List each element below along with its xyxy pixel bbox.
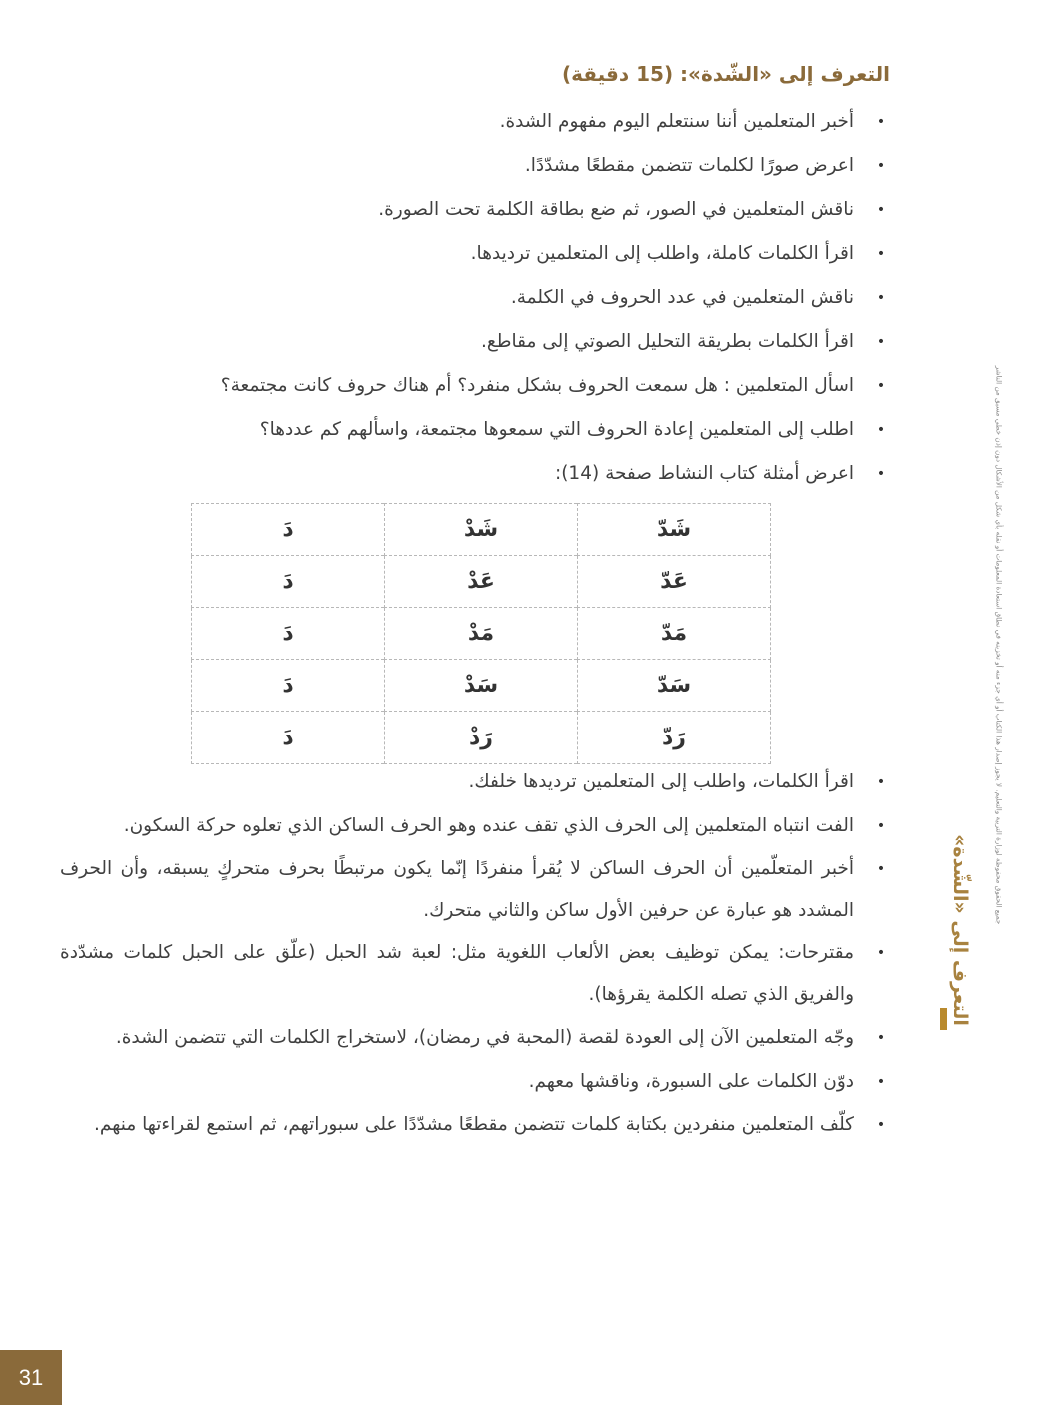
- table-row: [192, 608, 771, 660]
- copyright-text: جميع الحقوق محفوظة لوزارة التربية والتعليم. لا يجوز إصدار هذا الكتاب أو أي جزء منه أو تخزينه في نطاق استعادة المعلومات أو نقله بأي شكل من الأشكال دون إذن خطي مسبق من الناشر: [994, 365, 1004, 925]
- bullet-icon: •: [876, 1117, 886, 1133]
- bullet-icon: •: [876, 818, 886, 834]
- list-item: • وجّه المتعلمين الآن إلى العودة لقصة (المحبة في رمضان)، لاستخراج الكلمات التي تتضمن الشدة.: [60, 1016, 887, 1060]
- bullet-icon: •: [876, 378, 886, 394]
- list-item: • أخبر المتعلمين أننا سنتعلم اليوم مفهوم الشدة.: [60, 100, 887, 144]
- table-cell: سَدّ: [578, 660, 771, 712]
- bullet-icon: •: [876, 1030, 886, 1046]
- side-tab-marker: [940, 1008, 947, 1030]
- bullet-icon: •: [876, 1074, 886, 1090]
- list-item: • اطلب إلى المتعلمين إعادة الحروف التي سمعوها مجتمعة، واسألهم كم عددها؟: [60, 408, 887, 452]
- word-table: [191, 503, 771, 764]
- bullet-icon: •: [876, 246, 886, 262]
- bullet-icon: •: [876, 861, 886, 877]
- bullet-icon: •: [876, 290, 886, 306]
- list-item: • ناقش المتعلمين في الصور، ثم ضع بطاقة الكلمة تحت الصورة.: [60, 188, 887, 232]
- table-cell: مَدْ: [385, 608, 578, 660]
- table-row: [192, 712, 771, 764]
- list-item: • اعرض صورًا لكلمات تتضمن مقطعًا مشدّدًا.: [60, 144, 887, 188]
- table-cell: رَدْ: [385, 712, 578, 764]
- steps-list-before-table: [60, 100, 887, 496]
- side-section-tab: [940, 834, 980, 1030]
- bullet-icon: •: [876, 158, 886, 174]
- bullet-icon: •: [876, 422, 886, 438]
- table-cell: رَدّ: [578, 712, 771, 764]
- table-row: [192, 504, 771, 556]
- bullet-icon: •: [876, 945, 886, 961]
- bullet-icon: •: [876, 114, 886, 130]
- bullet-icon: •: [876, 774, 886, 790]
- table-cell: دَ: [192, 504, 385, 556]
- list-item: • اقرأ الكلمات كاملة، واطلب إلى المتعلمين ترديدها.: [60, 232, 887, 276]
- list-item: • مقترحات: يمكن توظيف بعض الألعاب اللغوية مثل: لعبة شد الحبل (علّق على الحبل كلمات مشدّدة والفريق الذي تصله الكلمة يقرؤها).: [60, 932, 887, 1016]
- page-number: 31: [0, 1350, 62, 1405]
- list-item: • أخبر المتعلّمين أن الحرف الساكن لا يُقرأ منفردًا إنّما يكون مرتبطًا بحرف متحركٍ يسبقه، وأن الحرف المشدد هو عبارة عن حرفين الأول ساكن والثاني متحرك.: [60, 848, 887, 932]
- side-copyright-notice: [988, 170, 1010, 1120]
- list-item: • اقرأ الكلمات بطريقة التحليل الصوتي إلى مقاطع.: [60, 320, 887, 364]
- list-item: • كلّف المتعلمين منفردين بكتابة كلمات تتضمن مقطعًا مشدّدًا على سبوراتهم، ثم استمع لقراءتها منهم.: [60, 1104, 887, 1146]
- table-cell: دَ: [192, 660, 385, 712]
- steps-list-after-table: [60, 760, 887, 1146]
- table-cell: دَ: [192, 712, 385, 764]
- list-item: • دوّن الكلمات على السبورة، وناقشها معهم.: [60, 1060, 887, 1104]
- list-item: • اسأل المتعلمين : هل سمعت الحروف بشكل منفرد؟ أم هناك حروف كانت مجتمعة؟: [60, 364, 887, 408]
- table-row: [192, 556, 771, 608]
- bullet-icon: •: [876, 202, 886, 218]
- table-cell: شَدْ: [385, 504, 578, 556]
- table-cell: سَدْ: [385, 660, 578, 712]
- table-cell: شَدّ: [578, 504, 771, 556]
- table-row: [192, 660, 771, 712]
- list-item: • اعرض أمثلة كتاب النشاط صفحة (14):: [60, 452, 887, 496]
- side-tab-label: التعرف إلى «الشّدة»: [949, 834, 971, 1026]
- list-item: • اقرأ الكلمات، واطلب إلى المتعلمين ترديدها خلفك.: [60, 760, 887, 804]
- bullet-icon: •: [876, 334, 886, 350]
- bullet-icon: •: [876, 466, 886, 482]
- table-cell: دَ: [192, 608, 385, 660]
- table-cell: عَدْ: [385, 556, 578, 608]
- table-cell: دَ: [192, 556, 385, 608]
- table-cell: مَدّ: [578, 608, 771, 660]
- list-item: • ناقش المتعلمين في عدد الحروف في الكلمة.: [60, 276, 887, 320]
- section-title: التعرف إلى «الشّدة»: (15 دقيقة): [561, 62, 890, 86]
- list-item: • الفت انتباه المتعلمين إلى الحرف الذي تقف عنده وهو الحرف الساكن الذي تعلوه حركة السكون.: [60, 804, 887, 848]
- table-cell: عَدّ: [578, 556, 771, 608]
